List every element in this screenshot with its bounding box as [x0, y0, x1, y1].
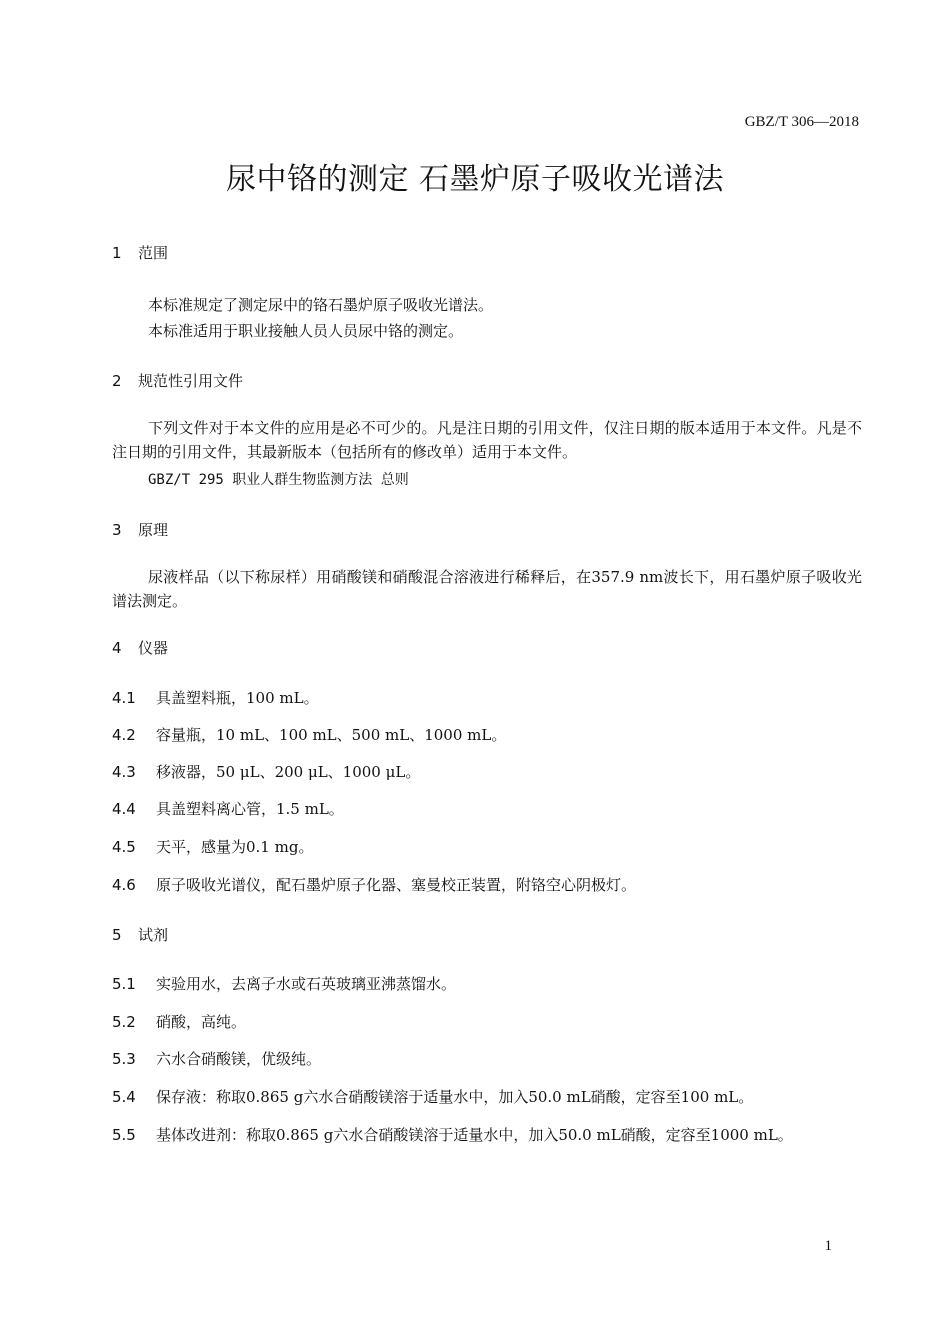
list-item	[112, 798, 344, 819]
item-text: 硝酸，高纯。	[156, 1013, 247, 1031]
list-item	[112, 1124, 793, 1145]
item-text: 保存液：称取0.865 g六水合硝酸镁溶于适量水中，加入50.0 mL硝酸，定容至100 mL。	[156, 1088, 754, 1106]
item-text: 基体改进剂：称取0.865 g六水合硝酸镁溶于适量水中，加入50.0 mL硝酸，定容至1000 mL。	[156, 1126, 793, 1144]
list-item	[112, 836, 313, 857]
section-title: 规范性引用文件	[138, 372, 244, 390]
item-number: 5.5	[112, 1126, 136, 1144]
list-item	[112, 973, 456, 994]
section-5-heading	[112, 924, 168, 945]
list-item	[112, 1011, 246, 1032]
list-item	[112, 1086, 753, 1107]
item-number: 4.6	[112, 876, 136, 894]
paragraph: 尿液样品（以下称尿样）用硝酸镁和硝酸混合溶液进行稀释后，在357.9 nm波长下，用石墨炉原子吸收光谱法测定。	[112, 568, 862, 610]
section-2-heading	[112, 370, 243, 391]
page-title: 尿中铬的测定 石墨炉原子吸收光谱法	[225, 162, 725, 197]
item-text: 天平，感量为0.1 mg。	[156, 838, 314, 856]
section-1-heading	[112, 242, 168, 263]
section-3-heading	[112, 519, 168, 540]
item-text: 原子吸收光谱仪，配石墨炉原子化器、塞曼校正装置，附铬空心阴极灯。	[156, 876, 637, 894]
list-item	[112, 724, 506, 745]
section-title: 范围	[138, 244, 169, 262]
item-text: 实验用水，去离子水或石英玻璃亚沸蒸馏水。	[156, 975, 457, 993]
item-number: 5.1	[112, 975, 136, 993]
section-number: 4	[112, 639, 122, 657]
page-number: 1	[824, 1238, 832, 1254]
list-item	[112, 687, 319, 708]
item-number: 4.5	[112, 838, 136, 856]
item-text: 六水合硝酸镁，优级纯。	[156, 1050, 322, 1068]
item-text: 具盖塑料瓶，100 mL。	[156, 689, 319, 707]
paragraph: 本标准规定了测定尿中的铬石墨炉原子吸收光谱法。	[148, 296, 494, 314]
item-number: 4.2	[112, 726, 136, 744]
item-number: 4.3	[112, 763, 136, 781]
item-number: 4.4	[112, 800, 136, 818]
list-item	[112, 761, 420, 782]
normative-reference: GBZ/T 295 职业人群生物监测方法 总则	[148, 472, 409, 488]
standard-code: GBZ/T 306—2018	[744, 114, 859, 130]
section-number: 5	[112, 926, 122, 944]
item-text: 具盖塑料离心管，1.5 mL。	[156, 800, 344, 818]
section-number: 1	[112, 244, 122, 262]
item-number: 4.1	[112, 689, 136, 707]
section-4-heading	[112, 637, 168, 658]
section-title: 试剂	[138, 926, 169, 944]
section-number: 3	[112, 521, 122, 539]
item-text: 移液器，50 μL、200 μL、1000 μL。	[156, 763, 421, 781]
list-item	[112, 1048, 321, 1069]
item-number: 5.4	[112, 1088, 136, 1106]
list-item	[112, 874, 636, 895]
section-title: 原理	[138, 521, 169, 539]
item-number: 5.3	[112, 1050, 136, 1068]
item-text: 容量瓶，10 mL、100 mL、500 mL、1000 mL。	[156, 726, 507, 744]
paragraph: 本标准适用于职业接触人员人员尿中铬的测定。	[148, 322, 464, 340]
section-title: 仪器	[138, 639, 169, 657]
item-number: 5.2	[112, 1013, 136, 1031]
section-number: 2	[112, 372, 122, 390]
paragraph: 下列文件对于本文件的应用是必不可少的。凡是注日期的引用文件，仅注日期的版本适用于本文件。凡是不注日期的引用文件，其最新版本（包括所有的修改单）适用于本文件。	[112, 419, 862, 461]
